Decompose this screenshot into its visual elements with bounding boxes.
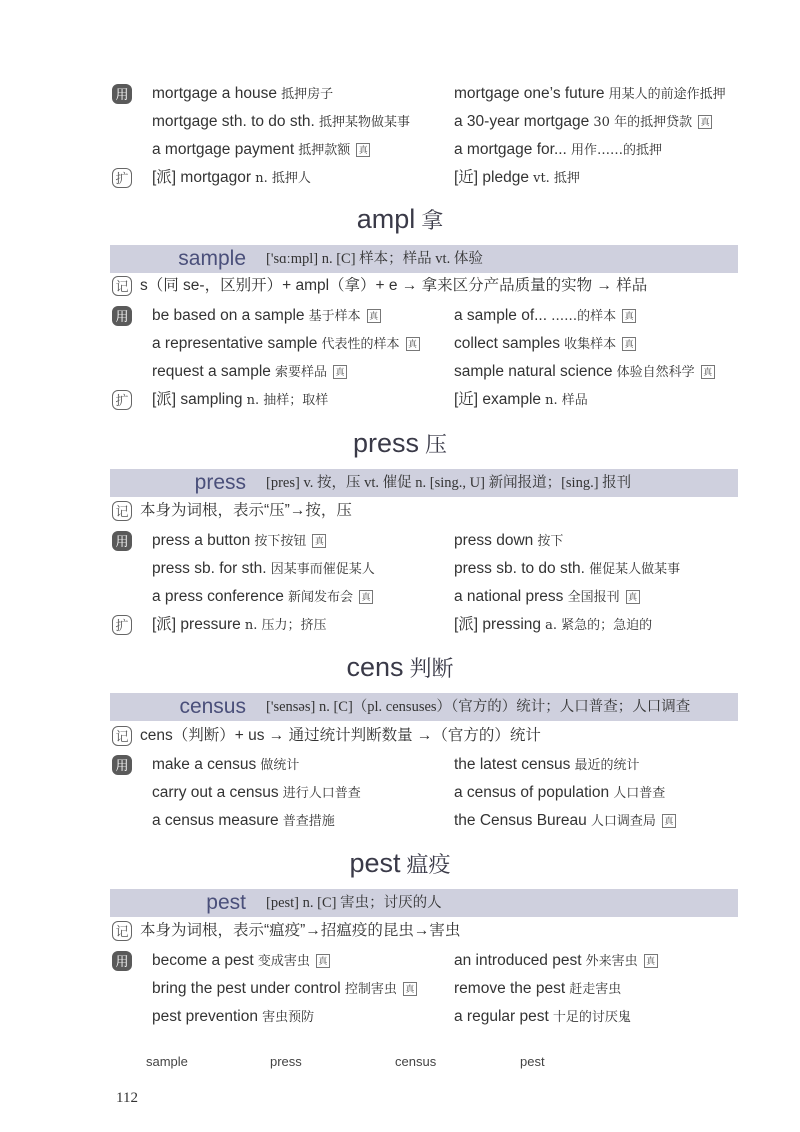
headword-band — [110, 693, 738, 721]
review-word: pest — [520, 1054, 545, 1069]
left-chinese: 按下按钮 — [250, 534, 307, 549]
left-english: request a sample — [152, 363, 271, 380]
left-chinese: n. 压力；挤压 — [240, 618, 327, 633]
right-english: [派] pressing — [454, 616, 542, 633]
headword-definition: ['sensəs] n. [C]（pl. censuses）（官方的）统计；人口普查；人口调查 — [266, 699, 691, 715]
use-label-icon: 用 — [112, 306, 132, 326]
entry-row — [112, 332, 752, 356]
entry-row — [112, 949, 752, 973]
headword-band — [110, 469, 738, 497]
real-exam-mark-icon: 真 — [333, 365, 347, 379]
real-exam-mark-icon: 真 — [626, 590, 640, 604]
entry-row — [112, 781, 752, 805]
real-exam-mark-icon: 真 — [312, 534, 326, 548]
review-word: sample — [146, 1054, 188, 1069]
left-phrase — [152, 781, 361, 806]
mem-label-icon: 记 — [112, 726, 132, 746]
right-phrase — [454, 529, 563, 554]
root-word: press — [352, 428, 419, 458]
left-english: bring the pest under control — [152, 980, 341, 997]
right-english: a national press — [454, 588, 564, 605]
left-english: a census measure — [152, 812, 279, 829]
left-chinese: 新闻发布会 — [283, 590, 353, 605]
root-title — [0, 649, 800, 688]
left-english: mortgage sth. to do sth. — [152, 113, 315, 130]
right-english: a census of population — [454, 784, 610, 801]
right-english: sample natural science — [454, 363, 613, 380]
real-exam-mark-icon: 真 — [367, 309, 381, 323]
entry-row — [112, 166, 752, 190]
right-phrase — [454, 388, 588, 413]
left-english: 本身为词根，表示“压”→按，压 — [140, 502, 352, 519]
left-phrase — [140, 724, 541, 748]
left-english: s（同 se-，区别开）+ ampl（拿）+ e → 拿来区分产品质量的实物 → 样品 — [140, 277, 648, 294]
left-phrase — [152, 977, 417, 1002]
real-exam-mark-icon: 真 — [698, 115, 712, 129]
review-word: press — [270, 1054, 302, 1069]
left-chinese: 基于样本 — [304, 309, 361, 324]
entry-row — [112, 388, 752, 412]
right-english: mortgage one’s future — [454, 85, 605, 102]
real-exam-mark-icon: 真 — [316, 954, 330, 968]
left-phrase — [140, 274, 647, 298]
right-english: [近] pledge — [454, 169, 529, 186]
mem-label-icon: 记 — [112, 501, 132, 521]
left-english: press sb. for sth. — [152, 560, 267, 577]
entry-row — [112, 499, 752, 523]
right-english: remove the pest — [454, 980, 566, 997]
entry-row — [112, 360, 752, 384]
right-phrase — [454, 82, 726, 107]
headword: census — [179, 695, 246, 718]
left-chinese: n. 抵押人 — [251, 171, 311, 186]
real-exam-mark-icon: 真 — [359, 590, 373, 604]
real-exam-mark-icon: 真 — [406, 337, 420, 351]
left-phrase — [152, 529, 326, 554]
left-phrase — [152, 1005, 314, 1030]
real-exam-mark-icon: 真 — [356, 143, 370, 157]
right-english: an introduced pest — [454, 952, 582, 969]
right-english: a mortgage for... — [454, 141, 567, 158]
left-english: a press conference — [152, 588, 284, 605]
right-chinese: 用某人的前途作抵押 — [604, 87, 726, 102]
headword-definition: [pest] n. [C] 害虫；讨厌的人 — [266, 895, 442, 911]
right-chinese: 30 年的抵押贷款 — [589, 115, 693, 130]
real-exam-mark-icon: 真 — [701, 365, 715, 379]
right-chinese: vt. 抵押 — [528, 171, 580, 186]
left-chinese: 索要样品 — [270, 365, 328, 380]
left-chinese: n. 抽样；取样 — [242, 393, 329, 408]
right-english: a 30-year mortgage — [454, 113, 590, 130]
left-chinese: 做统计 — [256, 758, 300, 773]
left-english: 本身为词根，表示“瘟疫”→招瘟疫的昆虫→害虫 — [140, 922, 461, 939]
right-phrase — [454, 332, 636, 357]
real-exam-mark-icon: 真 — [644, 954, 658, 968]
right-phrase — [454, 304, 636, 329]
right-chinese: ……的样本 — [547, 309, 617, 324]
left-chinese: 普查措施 — [278, 814, 335, 829]
left-chinese: 进行人口普查 — [278, 786, 361, 801]
right-english: a sample of... — [454, 307, 548, 324]
root-title — [0, 845, 800, 884]
root-meaning: 判断 — [409, 657, 454, 682]
entry-row — [112, 1005, 752, 1029]
right-chinese: 按下 — [533, 534, 564, 549]
mem-label-icon: 记 — [112, 276, 132, 296]
real-exam-mark-icon: 真 — [662, 814, 676, 828]
left-phrase — [152, 138, 370, 163]
right-chinese: 全国报刊 — [563, 590, 620, 605]
headword-definition: ['sɑːmpl] n. [C] 样本；样品 vt. 体验 — [266, 251, 483, 267]
right-phrase — [454, 557, 680, 582]
ext-label-icon: 扩 — [112, 168, 132, 188]
left-phrase — [152, 949, 330, 974]
left-english: press a button — [152, 532, 251, 549]
right-english: [近] example — [454, 391, 542, 408]
left-phrase — [152, 809, 335, 834]
left-english: mortgage a house — [152, 85, 277, 102]
right-english: collect samples — [454, 335, 560, 352]
root-title — [0, 425, 800, 464]
root-word: cens — [346, 652, 404, 682]
root-title — [0, 201, 800, 240]
left-english: carry out a census — [152, 784, 279, 801]
right-phrase — [454, 809, 676, 834]
entry-row — [112, 724, 752, 748]
right-phrase — [454, 110, 712, 135]
entry-row — [112, 110, 752, 134]
headword: sample — [178, 247, 246, 270]
entry-row — [112, 304, 752, 328]
right-phrase — [454, 613, 652, 638]
real-exam-mark-icon: 真 — [622, 337, 636, 351]
right-chinese: n. 样品 — [541, 393, 588, 408]
mem-label-icon: 记 — [112, 921, 132, 941]
left-english: be based on a sample — [152, 307, 305, 324]
right-chinese: 外来害虫 — [581, 954, 638, 969]
left-english: make a census — [152, 756, 257, 773]
left-chinese: 抵押某物做某事 — [314, 115, 410, 130]
page-number: 112 — [116, 1090, 138, 1106]
headword: pest — [206, 891, 246, 914]
right-phrase — [454, 977, 621, 1002]
entry-row — [112, 977, 752, 1001]
left-english: [派] mortgagor — [152, 169, 252, 186]
root-meaning: 压 — [425, 433, 448, 458]
ext-label-icon: 扩 — [112, 615, 132, 635]
entry-row — [112, 138, 752, 162]
left-chinese: 因某事而催促某人 — [266, 562, 375, 577]
right-chinese: 人口普查 — [609, 786, 666, 801]
headword-definition: [pres] v. 按，压 vt. 催促 n. [sing., U] 新闻报道；[sing.] 报刊 — [266, 475, 632, 491]
left-phrase — [152, 613, 327, 638]
use-label-icon: 用 — [112, 755, 132, 775]
left-phrase — [152, 585, 373, 610]
left-english: [派] pressure — [152, 616, 241, 633]
entry-row — [112, 529, 752, 553]
right-chinese: 人口调查局 — [586, 814, 656, 829]
headword-band — [110, 889, 738, 917]
right-phrase — [454, 138, 662, 163]
right-chinese: 十足的讨厌鬼 — [548, 1010, 631, 1025]
right-phrase — [454, 753, 639, 778]
left-chinese: 害虫预防 — [258, 1010, 315, 1025]
right-phrase — [454, 360, 715, 385]
right-english: the Census Bureau — [454, 812, 587, 829]
root-word: ampl — [356, 204, 416, 234]
entry-row — [112, 809, 752, 833]
root-word: pest — [349, 848, 401, 878]
left-chinese: 控制害虫 — [340, 982, 397, 997]
right-phrase — [454, 781, 665, 806]
right-chinese: 体验自然科学 — [612, 365, 695, 380]
real-exam-mark-icon: 真 — [622, 309, 636, 323]
entry-row — [112, 557, 752, 581]
entry-row — [112, 919, 752, 943]
entry-row — [112, 613, 752, 637]
left-phrase — [152, 360, 347, 385]
right-phrase — [454, 949, 658, 974]
left-english: [派] sampling — [152, 391, 243, 408]
right-chinese: a. 紧急的；急迫的 — [541, 618, 653, 633]
left-phrase — [152, 388, 328, 413]
left-english: a mortgage payment — [152, 141, 295, 158]
use-label-icon: 用 — [112, 84, 132, 104]
entry-row — [112, 82, 752, 106]
right-english: the latest census — [454, 756, 571, 773]
left-phrase — [152, 557, 375, 582]
review-word: census — [395, 1054, 437, 1069]
left-phrase — [152, 753, 299, 778]
left-phrase — [152, 166, 311, 191]
left-english: pest prevention — [152, 1008, 258, 1025]
right-chinese: 用作……的抵押 — [566, 143, 663, 158]
headword-band — [110, 245, 738, 273]
left-english: a representative sample — [152, 335, 318, 352]
right-english: a regular pest — [454, 1008, 549, 1025]
right-phrase — [454, 1005, 631, 1030]
left-chinese: 抵押款额 — [294, 143, 351, 158]
left-phrase — [152, 110, 410, 135]
root-meaning: 拿 — [421, 209, 444, 234]
entry-row — [112, 274, 752, 298]
left-phrase — [152, 332, 420, 357]
use-label-icon: 用 — [112, 531, 132, 551]
right-phrase — [454, 585, 640, 610]
right-chinese: 赶走害虫 — [565, 982, 622, 997]
left-chinese: 抵押房子 — [276, 87, 334, 102]
left-phrase — [140, 919, 460, 943]
left-phrase — [140, 499, 352, 523]
entry-row — [112, 585, 752, 609]
right-chinese: 最近的统计 — [570, 758, 640, 773]
right-english: press down — [454, 532, 534, 549]
right-chinese: 收集样本 — [559, 337, 617, 352]
ext-label-icon: 扩 — [112, 390, 132, 410]
left-phrase — [152, 304, 381, 329]
left-chinese: 代表性的样本 — [317, 337, 400, 352]
right-chinese: 催促某人做某事 — [584, 562, 681, 577]
entry-row — [112, 753, 752, 777]
headword: press — [194, 471, 246, 494]
left-phrase — [152, 82, 333, 107]
real-exam-mark-icon: 真 — [403, 982, 417, 996]
left-english: cens（判断）+ us → 通过统计判断数量 →（官方的）统计 — [140, 727, 541, 744]
right-english: press sb. to do sth. — [454, 560, 585, 577]
right-phrase — [454, 166, 580, 191]
left-chinese: 变成害虫 — [253, 954, 310, 969]
left-english: become a pest — [152, 952, 254, 969]
root-meaning: 瘟疫 — [406, 853, 451, 878]
use-label-icon: 用 — [112, 951, 132, 971]
